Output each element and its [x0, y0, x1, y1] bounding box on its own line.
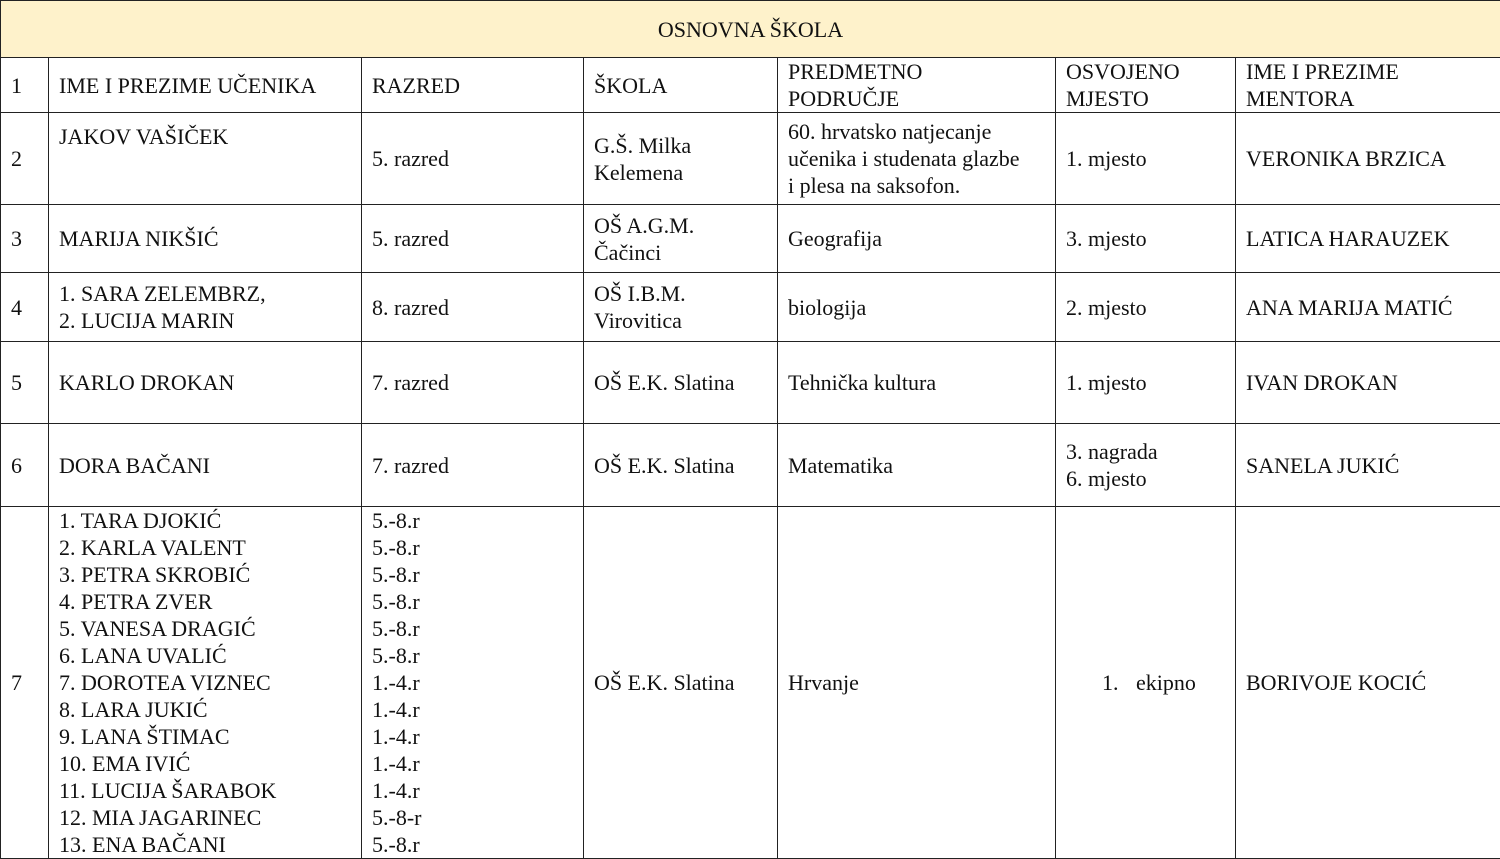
student-name: 12. MIA JAGARINEC: [59, 804, 351, 831]
student-name: 7. DOROTEA VIZNEC: [59, 669, 351, 696]
subject-name: biologija: [788, 294, 1045, 321]
row-number-cell: 5: [1, 342, 49, 424]
school-name: OŠ E.K. Slatina: [594, 452, 767, 479]
student-name: 1. SARA ZELEMBRZ,: [59, 280, 351, 307]
table-row: [1, 507, 1500, 859]
place-cell: [1056, 113, 1236, 205]
table-row: [1, 424, 1500, 507]
grade-value: 5.-8.r: [372, 615, 573, 642]
grade-cell: [362, 507, 584, 859]
mentor-cell: VERONIKA BRZICA: [1236, 113, 1500, 205]
grade-value: 5.-8.r: [372, 588, 573, 615]
grade-value: 5.-8.r: [372, 534, 573, 561]
table-row: [1, 342, 1500, 424]
row-number-cell: 7: [1, 507, 49, 859]
place-value: 1. mjesto: [1066, 369, 1225, 396]
school-name: G.Š. Milka: [594, 132, 767, 159]
student-name: 4. PETRA ZVER: [59, 588, 351, 615]
grade-value: 5.-8.r: [372, 831, 573, 858]
subject-cell: [778, 507, 1056, 859]
student-name: 10. EMA IVIĆ: [59, 750, 351, 777]
student-name: 8. LARA JUKIĆ: [59, 696, 351, 723]
student-name-cell: [49, 507, 362, 859]
table-row: [1, 205, 1500, 273]
grade-value: 1.-4.r: [372, 669, 573, 696]
grade-value: 1.-4.r: [372, 777, 573, 804]
row-number-cell: 2: [1, 113, 49, 205]
school-cell: [584, 424, 778, 507]
school-cell: [584, 507, 778, 859]
subject-cell: [778, 273, 1056, 342]
header-grade: RAZRED: [362, 58, 584, 113]
school-name: Kelemena: [594, 159, 767, 186]
grade-cell: [362, 273, 584, 342]
grade-value: 7. razred: [372, 369, 573, 396]
school-name: OŠ E.K. Slatina: [594, 669, 767, 696]
grade-value: 1.-4.r: [372, 723, 573, 750]
header-row: [1, 58, 1500, 113]
place-cell: [1056, 205, 1236, 273]
student-name-cell: [49, 113, 362, 205]
place-cell: [1056, 424, 1236, 507]
header-school: ŠKOLA: [584, 58, 778, 113]
data-rows: [1, 113, 1500, 859]
mentor-cell: IVAN DROKAN: [1236, 342, 1500, 424]
subject-name: Hrvanje: [788, 669, 1045, 696]
student-name: 3. PETRA SKROBIĆ: [59, 561, 351, 588]
place-value: 2. mjesto: [1066, 294, 1225, 321]
school-cell: [584, 342, 778, 424]
place-cell: [1056, 342, 1236, 424]
mentor-cell: ANA MARIJA MATIĆ: [1236, 273, 1500, 342]
school-cell: [584, 273, 778, 342]
place-value: 3. nagrada: [1066, 438, 1225, 465]
student-name: DORA BAČANI: [59, 452, 351, 479]
table-row: [1, 113, 1500, 205]
header-mentor: [1236, 58, 1500, 113]
grade-value: 1.-4.r: [372, 696, 573, 723]
subject-cell: [778, 205, 1056, 273]
grade-value: 5.-8-r: [372, 804, 573, 831]
student-name: 2. KARLA VALENT: [59, 534, 351, 561]
student-name: KARLO DROKAN: [59, 369, 351, 396]
grade-value: 1.-4.r: [372, 750, 573, 777]
mentor-cell: SANELA JUKIĆ: [1236, 424, 1500, 507]
student-name-cell: [49, 424, 362, 507]
grade-cell: [362, 205, 584, 273]
student-name: 13. ENA BAČANI: [59, 831, 351, 858]
school-name: OŠ E.K. Slatina: [594, 369, 767, 396]
student-name: 9. LANA ŠTIMAC: [59, 723, 351, 750]
row-number-cell: 6: [1, 424, 49, 507]
grade-value: 8. razred: [372, 294, 573, 321]
subject-name: Tehnička kultura: [788, 369, 1045, 396]
place-number: 1.: [1102, 669, 1136, 696]
subject-cell: [778, 342, 1056, 424]
student-name: 5. VANESA DRAGIĆ: [59, 615, 351, 642]
grade-value: 7. razred: [372, 452, 573, 479]
student-name: 6. LANA UVALIĆ: [59, 642, 351, 669]
student-name: 1. TARA DJOKIĆ: [59, 507, 351, 534]
school-name: OŠ I.B.M.: [594, 280, 767, 307]
school-name: Čačinci: [594, 239, 767, 266]
student-name-cell: [49, 342, 362, 424]
school-cell: [584, 205, 778, 273]
table-row: [1, 273, 1500, 342]
row-number-cell: 4: [1, 273, 49, 342]
place-value: 3. mjesto: [1066, 225, 1225, 252]
subject-name: Matematika: [788, 452, 1045, 479]
header-subject: [778, 58, 1056, 113]
header-mentor-line-2: MENTORA: [1246, 85, 1490, 112]
header-place-line-1: OSVOJENO: [1066, 58, 1225, 85]
place-text: ekipno: [1136, 670, 1196, 695]
grade-value: 5.-8.r: [372, 561, 573, 588]
student-name-cell: [49, 205, 362, 273]
school-name: OŠ A.G.M.: [594, 212, 767, 239]
subject-name: učenika i studenata glazbe: [788, 145, 1045, 172]
student-name: JAKOV VAŠIČEK: [59, 123, 351, 150]
subject-cell: [778, 424, 1056, 507]
header-place-line-2: MJESTO: [1066, 85, 1225, 112]
grade-cell: [362, 342, 584, 424]
grade-cell: [362, 113, 584, 205]
school-cell: [584, 113, 778, 205]
place-cell: [1056, 273, 1236, 342]
header-subject-line-1: PREDMETNO: [788, 58, 1045, 85]
subject-name: 60. hrvatsko natjecanje: [788, 118, 1045, 145]
subject-cell: [778, 113, 1056, 205]
header-place: [1056, 58, 1236, 113]
student-name: MARIJA NIKŠIĆ: [59, 225, 351, 252]
header-mentor-line-1: IME I PREZIME: [1246, 58, 1490, 85]
student-name: 2. LUCIJA MARIN: [59, 307, 351, 334]
header-number: 1: [1, 58, 49, 113]
mentor-cell: LATICA HARAUZEK: [1236, 205, 1500, 273]
grade-value: 5. razred: [372, 225, 573, 252]
place-value: 1. mjesto: [1066, 145, 1225, 172]
place-cell: [1056, 507, 1236, 859]
header-student-name: IME I PREZIME UČENIKA: [49, 58, 362, 113]
grade-value: 5.-8.r: [372, 507, 573, 534]
row-number-cell: 3: [1, 205, 49, 273]
grade-cell: [362, 424, 584, 507]
grade-value: 5. razred: [372, 145, 573, 172]
title-row: [1, 1, 1500, 58]
place-value: 6. mjesto: [1066, 465, 1225, 492]
subject-name: Geografija: [788, 225, 1045, 252]
subject-name: i plesa na saksofon.: [788, 172, 1045, 199]
mentor-cell: BORIVOJE KOCIĆ: [1236, 507, 1500, 859]
header-subject-line-2: PODRUČJE: [788, 85, 1045, 112]
table-title: OSNOVNA ŠKOLA: [1, 1, 1500, 58]
student-name: 11. LUCIJA ŠARABOK: [59, 777, 351, 804]
grade-value: 5.-8.r: [372, 642, 573, 669]
student-name-cell: [49, 273, 362, 342]
school-name: Virovitica: [594, 307, 767, 334]
